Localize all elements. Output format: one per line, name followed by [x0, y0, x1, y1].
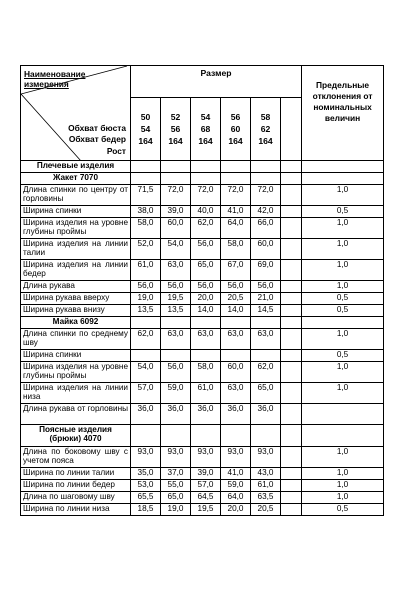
- empty-cell: [131, 173, 161, 185]
- measurement-name: Ширина спинки: [21, 350, 131, 362]
- size-value-1: 58,0: [131, 218, 161, 239]
- size-value-4: 56,0: [221, 281, 251, 293]
- size-value-3: 65,0: [191, 260, 221, 281]
- size-value-5: 69,0: [251, 260, 281, 281]
- size-value-2: 54,0: [161, 239, 191, 260]
- table-row: [21, 404, 384, 425]
- empty-cell: [302, 425, 384, 447]
- product-title: Жакет 7070: [21, 173, 131, 185]
- size-value-1: [131, 350, 161, 362]
- table-row: [21, 350, 384, 362]
- size-value-1: 19,0: [131, 293, 161, 305]
- table-row: [21, 492, 384, 504]
- size-value-5: 61,0: [251, 480, 281, 492]
- size-value-5: 42,0: [251, 206, 281, 218]
- size-value-5: 65,0: [251, 383, 281, 404]
- empty-cell: [131, 161, 161, 173]
- size-value-2: 36,0: [161, 404, 191, 425]
- measure-bust-label: Обхват бюста: [68, 122, 126, 133]
- size-value-3: 93,0: [191, 447, 221, 468]
- table-row: [21, 362, 384, 383]
- empty-cell: [251, 425, 281, 447]
- size-value-2: 37,0: [161, 468, 191, 480]
- measurement-name: Ширина по линии талии: [21, 468, 131, 480]
- table-row: [21, 383, 384, 404]
- table-row: [21, 185, 384, 206]
- size-value-4: 59,0: [221, 480, 251, 492]
- size-value-1: 13,5: [131, 305, 161, 317]
- empty-cell: [281, 206, 302, 218]
- size-value-4: 58,0: [221, 239, 251, 260]
- size-value-5: 43,0: [251, 468, 281, 480]
- size-value-4: 72,0: [221, 185, 251, 206]
- size-value-2: 39,0: [161, 206, 191, 218]
- measures-labels: [68, 123, 126, 158]
- empty-cell: [281, 350, 302, 362]
- empty-cell: [281, 161, 302, 173]
- size-col-4: 56 60 164: [221, 98, 251, 161]
- header-row-1: [21, 66, 384, 98]
- empty-cell: [281, 362, 302, 383]
- empty-cell: [161, 317, 191, 329]
- measurement-name: Ширина спинки: [21, 206, 131, 218]
- empty-cell: [281, 447, 302, 468]
- measurement-name: Ширина по линии бедер: [21, 480, 131, 492]
- tolerance-value: 1,0: [302, 468, 384, 480]
- measure-height-label: Рост: [106, 145, 126, 156]
- size-value-5: 60,0: [251, 239, 281, 260]
- size-value-1: 38,0: [131, 206, 161, 218]
- size-value-5: 93,0: [251, 447, 281, 468]
- measurement-name: Ширина по линии низа: [21, 504, 131, 516]
- table-row: [21, 293, 384, 305]
- size-value-1: 52,0: [131, 239, 161, 260]
- group-row: [21, 317, 384, 329]
- empty-cell: [281, 329, 302, 350]
- size-value-2: 60,0: [161, 218, 191, 239]
- size-value-3: 62,0: [191, 218, 221, 239]
- empty-cell: [281, 468, 302, 480]
- empty-cell: [251, 317, 281, 329]
- table-row: [21, 504, 384, 516]
- empty-cell: [302, 173, 384, 185]
- size-value-5: 36,0: [251, 404, 281, 425]
- table-row: [21, 447, 384, 468]
- measurement-table-sheet: [20, 65, 383, 532]
- measurement-name: Длина по боковому шву с учетом пояса: [21, 447, 131, 468]
- size-value-5: [251, 350, 281, 362]
- tolerance-value: 0,5: [302, 504, 384, 516]
- table-row: [21, 239, 384, 260]
- measurement-name: Ширина изделия на уровне глубины проймы: [21, 362, 131, 383]
- tolerance-value: 1,0: [302, 218, 384, 239]
- size-value-2: 63,0: [161, 260, 191, 281]
- table-row: [21, 305, 384, 317]
- section-row: [21, 161, 384, 173]
- table-row: [21, 206, 384, 218]
- size-value-2: 19,0: [161, 504, 191, 516]
- size-value-2: 59,0: [161, 383, 191, 404]
- measurement-name: Ширина изделия на линии бедер: [21, 260, 131, 281]
- empty-cell: [161, 425, 191, 447]
- empty-cell: [281, 383, 302, 404]
- size-value-4: 67,0: [221, 260, 251, 281]
- size-value-3: 36,0: [191, 404, 221, 425]
- tolerance-value: 0,5: [302, 293, 384, 305]
- empty-cell: [281, 173, 302, 185]
- measure-hips-label: Обхват бедер: [68, 134, 126, 144]
- size-value-3: 57,0: [191, 480, 221, 492]
- measurement-name: Длина спинки по среднему шву: [21, 329, 131, 350]
- size-value-5: 14,5: [251, 305, 281, 317]
- size-value-1: 62,0: [131, 329, 161, 350]
- tolerance-value: 1,0: [302, 447, 384, 468]
- size-value-5: 21,0: [251, 293, 281, 305]
- measurement-name: Длина рукава: [21, 281, 131, 293]
- size-value-1: 54,0: [131, 362, 161, 383]
- size-value-3: 14,0: [191, 305, 221, 317]
- empty-cell: [191, 317, 221, 329]
- size-value-1: 61,0: [131, 260, 161, 281]
- size-value-2: [161, 350, 191, 362]
- empty-cell: [161, 161, 191, 173]
- empty-cell: [281, 404, 302, 425]
- size-value-4: 63,0: [221, 329, 251, 350]
- tolerance-value: 1,0: [302, 281, 384, 293]
- tolerance-value: 1,0: [302, 383, 384, 404]
- empty-cell: [191, 161, 221, 173]
- size-value-2: 72,0: [161, 185, 191, 206]
- size-value-1: 56,0: [131, 281, 161, 293]
- size-value-5: 72,0: [251, 185, 281, 206]
- size-value-3: 39,0: [191, 468, 221, 480]
- empty-cell: [281, 218, 302, 239]
- table-row: [21, 218, 384, 239]
- empty-cell: [281, 480, 302, 492]
- size-value-5: 66,0: [251, 218, 281, 239]
- empty-cell: [281, 260, 302, 281]
- size-value-4: 63,0: [221, 383, 251, 404]
- table-row: [21, 329, 384, 350]
- empty-cell: [221, 173, 251, 185]
- tolerance-value: 1,0: [302, 362, 384, 383]
- tolerance-value: 1,0: [302, 480, 384, 492]
- name-header-cell: [21, 66, 131, 161]
- empty-cell: [302, 317, 384, 329]
- size-value-1: 18,5: [131, 504, 161, 516]
- empty-cell: [191, 425, 221, 447]
- size-value-4: [221, 350, 251, 362]
- size-col-5: 58 62 164: [251, 98, 281, 161]
- group-row: [21, 173, 384, 185]
- size-value-2: 56,0: [161, 281, 191, 293]
- empty-cell: [281, 492, 302, 504]
- size-value-4: 20,0: [221, 504, 251, 516]
- section-title: Плечевые изделия: [21, 161, 131, 173]
- size-value-3: 61,0: [191, 383, 221, 404]
- size-value-4: 64,0: [221, 218, 251, 239]
- size-value-1: 53,0: [131, 480, 161, 492]
- measurement-name: Ширина рукава вверху: [21, 293, 131, 305]
- tolerance-value: 1,0: [302, 492, 384, 504]
- empty-cell: [221, 161, 251, 173]
- empty-cell: [281, 185, 302, 206]
- size-value-4: 60,0: [221, 362, 251, 383]
- size-value-3: 56,0: [191, 281, 221, 293]
- empty-cell: [281, 504, 302, 516]
- measurement-name: Ширина изделия на уровне глубины проймы: [21, 218, 131, 239]
- measurement-name: Длина по шаговому шву: [21, 492, 131, 504]
- size-value-1: 93,0: [131, 447, 161, 468]
- product-title: Майка 6092: [21, 317, 131, 329]
- size-value-5: 20,5: [251, 504, 281, 516]
- size-value-3: 64,5: [191, 492, 221, 504]
- size-value-3: 19,5: [191, 504, 221, 516]
- empty-cell: [221, 317, 251, 329]
- size-value-1: 65,5: [131, 492, 161, 504]
- empty-cell: [281, 425, 302, 447]
- size-value-3: 20,0: [191, 293, 221, 305]
- size-col-3: 54 68 164: [191, 98, 221, 161]
- size-col-2: 52 56 164: [161, 98, 191, 161]
- empty-cell: [281, 317, 302, 329]
- measurement-name: Ширина рукава внизу: [21, 305, 131, 317]
- size-col-1: 50 54 164: [131, 98, 161, 161]
- tolerance-value: 1,0: [302, 239, 384, 260]
- size-value-1: 71,5: [131, 185, 161, 206]
- name-header-label: Наименование измерения: [24, 69, 86, 89]
- table-row: [21, 480, 384, 492]
- size-value-5: 62,0: [251, 362, 281, 383]
- empty-cell: [221, 425, 251, 447]
- size-value-4: 20,5: [221, 293, 251, 305]
- empty-cell: [161, 173, 191, 185]
- size-value-5: 63,5: [251, 492, 281, 504]
- empty-cell: [251, 161, 281, 173]
- empty-cell: [251, 173, 281, 185]
- size-value-2: 13,5: [161, 305, 191, 317]
- size-value-3: 72,0: [191, 185, 221, 206]
- measurement-name: Длина рукава от горловины: [21, 404, 131, 425]
- size-value-1: 57,0: [131, 383, 161, 404]
- measurement-name: Ширина изделия на линии низа: [21, 383, 131, 404]
- size-value-2: 56,0: [161, 362, 191, 383]
- size-value-3: 63,0: [191, 329, 221, 350]
- size-value-1: 36,0: [131, 404, 161, 425]
- size-value-4: 36,0: [221, 404, 251, 425]
- size-header-cell: Размер: [131, 66, 302, 98]
- empty-cell: [281, 293, 302, 305]
- empty-cell: [191, 173, 221, 185]
- tolerance-header-cell: Предельные отклонения от номинальных величин: [302, 66, 384, 161]
- tolerance-value: 1,0: [302, 260, 384, 281]
- tolerance-value: 1,0: [302, 185, 384, 206]
- size-value-2: 19,5: [161, 293, 191, 305]
- size-value-2: 55,0: [161, 480, 191, 492]
- section-row: [21, 425, 384, 447]
- size-value-3: 40,0: [191, 206, 221, 218]
- table-row: [21, 468, 384, 480]
- empty-cell: [302, 161, 384, 173]
- tolerance-value: 0,5: [302, 206, 384, 218]
- tolerance-value: 0,5: [302, 350, 384, 362]
- size-value-3: [191, 350, 221, 362]
- empty-cell: [281, 281, 302, 293]
- tolerance-value: 1,0: [302, 329, 384, 350]
- empty-cell: [281, 239, 302, 260]
- empty-cell: [131, 317, 161, 329]
- size-value-3: 58,0: [191, 362, 221, 383]
- empty-cell: [281, 305, 302, 317]
- table-row: [21, 281, 384, 293]
- size-value-4: 41,0: [221, 468, 251, 480]
- size-value-2: 63,0: [161, 329, 191, 350]
- size-value-2: 93,0: [161, 447, 191, 468]
- size-value-4: 93,0: [221, 447, 251, 468]
- size-col-empty: [281, 98, 302, 161]
- measurement-table: [20, 65, 384, 516]
- empty-cell: [131, 425, 161, 447]
- size-value-1: 35,0: [131, 468, 161, 480]
- tolerance-value: 0,5: [302, 305, 384, 317]
- table-row: [21, 260, 384, 281]
- tolerance-value: [302, 404, 384, 425]
- size-value-4: 41,0: [221, 206, 251, 218]
- measurement-name: Длина спинки по центру от горловины: [21, 185, 131, 206]
- size-value-2: 65,0: [161, 492, 191, 504]
- size-value-4: 64,0: [221, 492, 251, 504]
- section-title: Поясные изделия (брюки) 4070: [21, 425, 131, 447]
- size-value-5: 63,0: [251, 329, 281, 350]
- size-value-4: 14,0: [221, 305, 251, 317]
- size-value-5: 56,0: [251, 281, 281, 293]
- measurement-name: Ширина изделия на линии талии: [21, 239, 131, 260]
- size-value-3: 56,0: [191, 239, 221, 260]
